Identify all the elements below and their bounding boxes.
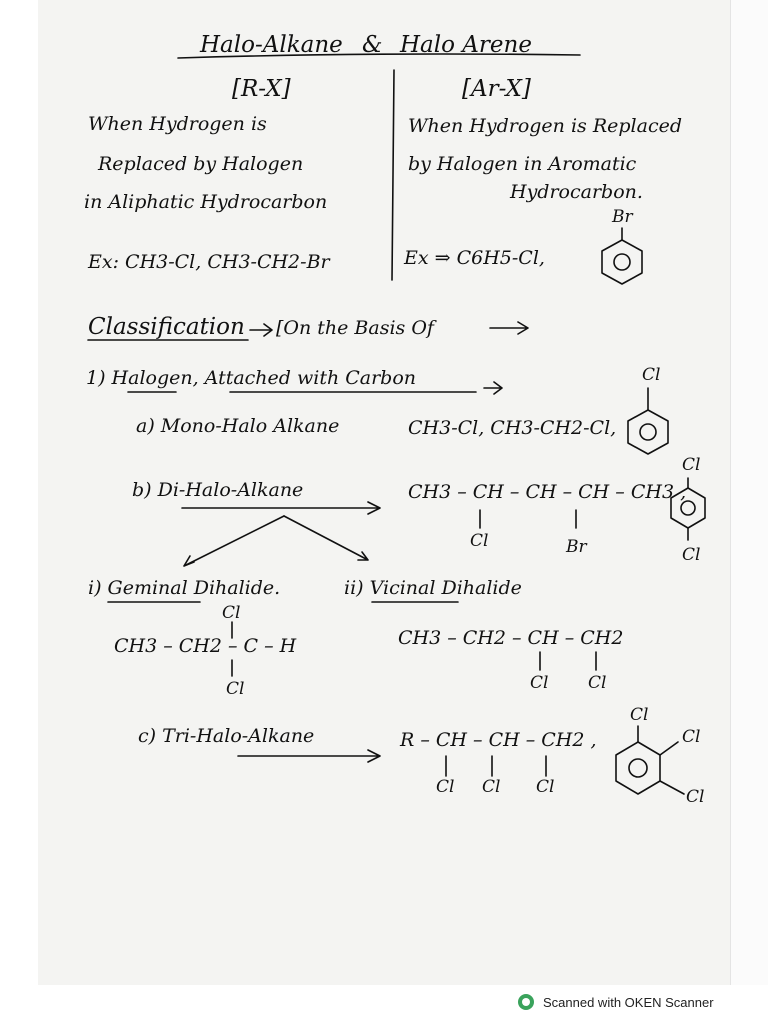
- di-chain: CH3 – CH – CH – CH – CH3 ,: [408, 481, 687, 503]
- scanner-footer: [518, 991, 714, 1013]
- tri-ring-sub-2: Cl: [682, 727, 701, 747]
- trichlorobenzene-ring-circle: [629, 759, 647, 777]
- left-formula: [R-X]: [232, 76, 291, 102]
- bromobenzene-label: Br: [612, 207, 633, 227]
- classification-basis: [On the Basis Of: [276, 317, 434, 339]
- vicinal-label: ii) Vicinal Dihalide: [344, 577, 522, 599]
- vicinal-chain: CH3 – CH2 – CH – CH2: [398, 627, 624, 649]
- classification-arrow: [250, 324, 272, 336]
- tri-sub-3: Cl: [536, 777, 555, 797]
- geminal-bottom-cl: Cl: [226, 679, 245, 699]
- left-def-line-2: Replaced by Halogen: [98, 153, 304, 175]
- tri-ring-sub-1: Cl: [630, 705, 649, 725]
- column-divider: [392, 70, 394, 280]
- section-1-arrow: [484, 382, 502, 394]
- di-chain-sub-1: Cl: [470, 531, 489, 551]
- geminal-top-cl: Cl: [222, 603, 241, 623]
- di-ring-sub-top: Cl: [682, 455, 701, 475]
- tri-ring-sub-3: Cl: [686, 787, 705, 807]
- tri-ring-bond-3: [660, 781, 684, 794]
- tri-chain: R – CH – CH – CH2 ,: [400, 729, 597, 751]
- dichlorobenzene-ring-circle: [681, 501, 695, 515]
- chlorobenzene-ring-circle: [640, 424, 656, 440]
- vicinal-sub-2: Cl: [588, 673, 607, 693]
- right-def-line-2: by Halogen in Aromatic: [408, 153, 637, 175]
- geminal-label: i) Geminal Dihalide.: [88, 577, 281, 599]
- tri-chain-bonds: [446, 756, 546, 776]
- tri-arrow: [238, 750, 380, 762]
- basis-arrow: [490, 322, 528, 334]
- chlorobenzene-label: Cl: [642, 365, 661, 385]
- di-arrow: [182, 502, 380, 514]
- geminal-chain: CH3 – CH2 – C – H: [114, 635, 297, 657]
- left-def-line-1: When Hydrogen is: [88, 113, 267, 135]
- scanner-footer-text: Scanned with OKEN Scanner: [543, 994, 714, 1010]
- right-def-line-1: When Hydrogen is Replaced: [408, 115, 682, 137]
- left-example: Ex: CH3-Cl, CH3-CH2-Br: [88, 251, 330, 273]
- chlorobenzene-ring: [628, 410, 668, 454]
- scanner-logo-icon: [518, 994, 534, 1010]
- classification-heading: Classification: [88, 314, 245, 340]
- title-left: Halo-Alkane: [200, 32, 343, 58]
- tri-label: c) Tri-Halo-Alkane: [138, 725, 315, 747]
- di-chain-bonds: [480, 510, 576, 528]
- tri-sub-1: Cl: [436, 777, 455, 797]
- di-chain-sub-2: Br: [566, 537, 587, 557]
- branch-arrow-geminal: [184, 516, 284, 566]
- vicinal-bonds: [540, 652, 596, 670]
- mono-example: CH3-Cl, CH3-CH2-Cl,: [408, 417, 617, 439]
- bromobenzene-ring: [602, 240, 642, 284]
- title-right: Halo Arene: [400, 32, 532, 58]
- tri-ring-bond-2: [660, 742, 678, 755]
- branch-arrow-vicinal: [284, 516, 368, 560]
- trichlorobenzene-ring: [616, 742, 660, 794]
- tri-sub-2: Cl: [482, 777, 501, 797]
- mono-label: a) Mono-Halo Alkane: [136, 415, 340, 437]
- bromobenzene-ring-circle: [614, 254, 630, 270]
- di-label: b) Di-Halo-Alkane: [132, 479, 304, 501]
- right-def-line-3: Hydrocarbon.: [510, 181, 643, 203]
- title-amp: &: [362, 32, 383, 58]
- left-def-line-3: in Aliphatic Hydrocarbon: [84, 191, 328, 213]
- vicinal-sub-1: Cl: [530, 673, 549, 693]
- di-ring-sub-bottom: Cl: [682, 545, 701, 565]
- right-example: Ex ⇒ C6H5-Cl,: [404, 247, 545, 269]
- right-formula: [Ar-X]: [462, 76, 531, 102]
- section-1-heading: 1) Halogen, Attached with Carbon: [86, 367, 417, 389]
